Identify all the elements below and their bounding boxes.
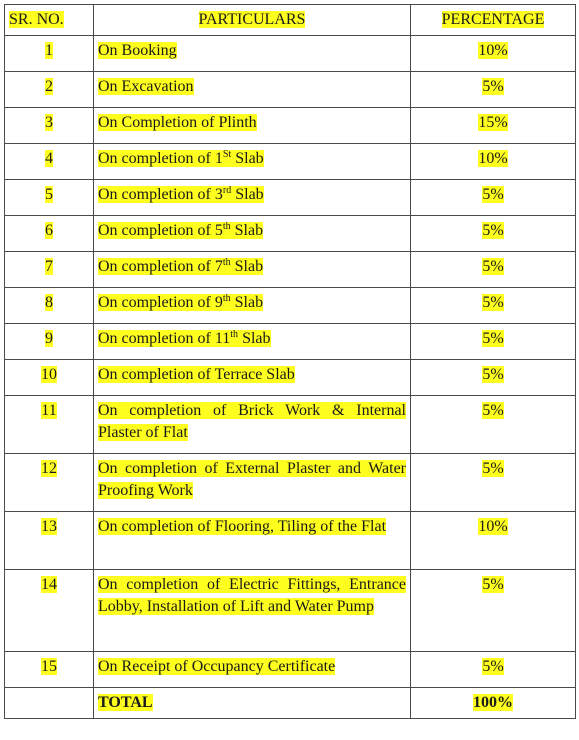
percentage-text: 10% <box>478 518 508 535</box>
percentage-cell <box>411 396 576 454</box>
table-row <box>5 252 576 288</box>
percentage-cell <box>411 652 576 688</box>
sr-no-cell <box>5 454 94 512</box>
particulars-cell <box>94 454 411 512</box>
total-row <box>5 688 576 719</box>
particulars-text <box>98 258 263 275</box>
particulars-cell <box>94 72 411 108</box>
total-label: TOTAL <box>98 694 153 711</box>
total-percentage-cell <box>411 688 576 719</box>
particulars-text-prefix: On completion of 11 <box>98 330 231 347</box>
sr-no-text: 4 <box>45 150 53 167</box>
table-row <box>5 144 576 180</box>
particulars-text <box>98 150 264 167</box>
header-sr-no-text: SR. NO. <box>9 11 64 28</box>
table-header-row <box>5 5 576 36</box>
header-percentage-text: PERCENTAGE <box>441 11 545 28</box>
table-row <box>5 570 576 652</box>
percentage-text: 5% <box>482 366 504 383</box>
particulars-text <box>98 222 263 239</box>
percentage-text: 10% <box>478 150 508 167</box>
sr-no-text: 1 <box>45 42 53 59</box>
total-sr-cell <box>5 688 94 719</box>
percentage-cell <box>411 512 576 570</box>
particulars-text-prefix: On completion of 7 <box>98 258 223 275</box>
sr-no-text: 5 <box>45 186 53 203</box>
particulars-text-suffix: Slab <box>230 294 264 311</box>
particulars-cell <box>94 144 411 180</box>
particulars-cell <box>94 396 411 454</box>
table-row <box>5 454 576 512</box>
percentage-cell <box>411 108 576 144</box>
sr-no-text: 9 <box>45 330 53 347</box>
sr-no-text: 15 <box>41 658 57 675</box>
table-row <box>5 72 576 108</box>
percentage-cell <box>411 324 576 360</box>
table-row <box>5 216 576 252</box>
ordinal-suffix: St <box>222 149 232 160</box>
percentage-cell <box>411 216 576 252</box>
sr-no-cell <box>5 72 94 108</box>
sr-no-cell <box>5 652 94 688</box>
sr-no-text: 3 <box>45 114 53 131</box>
particulars-text-prefix: On completion of 1 <box>98 150 223 167</box>
percentage-cell <box>411 180 576 216</box>
percentage-text: 5% <box>482 330 504 347</box>
header-sr-no <box>5 5 94 36</box>
sr-no-text: 7 <box>45 258 53 275</box>
sr-no-cell <box>5 216 94 252</box>
percentage-cell <box>411 454 576 512</box>
particulars-text-suffix: Slab <box>231 186 264 203</box>
table-row <box>5 396 576 454</box>
sr-no-cell <box>5 288 94 324</box>
particulars-text: On Completion of Plinth <box>98 114 257 131</box>
particulars-cell <box>94 180 411 216</box>
total-label-cell <box>94 688 411 719</box>
table-row <box>5 512 576 570</box>
percentage-cell <box>411 252 576 288</box>
table-row <box>5 36 576 72</box>
percentage-cell <box>411 144 576 180</box>
percentage-text: 5% <box>482 222 504 239</box>
sr-no-cell <box>5 570 94 652</box>
sr-no-text: 11 <box>41 402 57 419</box>
particulars-text <box>98 294 263 311</box>
particulars-text: On completion of Flooring, Tiling of the Flat <box>98 518 387 535</box>
percentage-text: 5% <box>482 78 504 95</box>
particulars-text-suffix: Slab <box>230 222 264 239</box>
sr-no-text: 8 <box>45 294 53 311</box>
sr-no-text: 10 <box>41 366 57 383</box>
particulars-cell <box>94 512 411 570</box>
percentage-cell <box>411 360 576 396</box>
particulars-text: On completion of Terrace Slab <box>98 366 295 383</box>
particulars-text: On Receipt of Occupancy Certificate <box>98 658 336 675</box>
percentage-text: 5% <box>482 460 504 477</box>
percentage-text: 5% <box>482 576 504 593</box>
table-row <box>5 180 576 216</box>
table-body <box>5 36 576 688</box>
particulars-cell <box>94 652 411 688</box>
header-percentage <box>411 5 576 36</box>
particulars-text-suffix: Slab <box>230 258 264 275</box>
ordinal-suffix: th <box>222 293 231 304</box>
particulars-text: On completion of Electric Fittings, Entrance Lobby, Installation of Lift and Water Pump <box>98 576 406 615</box>
particulars-text: On completion of Brick Work & Internal Plaster of Flat <box>98 402 406 441</box>
particulars-text-prefix: On completion of 3 <box>98 186 223 203</box>
sr-no-text: 12 <box>41 460 57 477</box>
particulars-text: On completion of External Plaster and Water Proofing Work <box>98 460 406 499</box>
sr-no-text: 13 <box>41 518 57 535</box>
particulars-cell <box>94 324 411 360</box>
particulars-text: On Excavation <box>98 78 194 95</box>
table-row <box>5 360 576 396</box>
particulars-cell <box>94 288 411 324</box>
particulars-text-suffix: Slab <box>238 330 271 347</box>
sr-no-cell <box>5 324 94 360</box>
sr-no-text: 6 <box>45 222 53 239</box>
percentage-cell <box>411 36 576 72</box>
sr-no-cell <box>5 180 94 216</box>
particulars-text-prefix: On completion of 9 <box>98 294 223 311</box>
particulars-cell <box>94 570 411 652</box>
header-particulars-text: PARTICULARS <box>198 11 306 28</box>
ordinal-suffix: th <box>222 221 231 232</box>
particulars-text <box>98 330 271 347</box>
percentage-text: 15% <box>478 114 508 131</box>
sr-no-cell <box>5 360 94 396</box>
percentage-text: 5% <box>482 186 504 203</box>
sr-no-cell <box>5 144 94 180</box>
percentage-text: 5% <box>482 402 504 419</box>
particulars-cell <box>94 360 411 396</box>
sr-no-cell <box>5 108 94 144</box>
percentage-text: 5% <box>482 258 504 275</box>
percentage-text: 10% <box>478 42 508 59</box>
percentage-cell <box>411 72 576 108</box>
sr-no-text: 14 <box>41 576 57 593</box>
sr-no-cell <box>5 512 94 570</box>
ordinal-suffix: rd <box>222 185 232 196</box>
percentage-cell <box>411 570 576 652</box>
percentage-cell <box>411 288 576 324</box>
header-particulars <box>94 5 411 36</box>
table-row <box>5 652 576 688</box>
particulars-cell <box>94 108 411 144</box>
total-percentage: 100% <box>473 694 513 711</box>
particulars-text-prefix: On completion of 5 <box>98 222 223 239</box>
table-row <box>5 288 576 324</box>
sr-no-cell <box>5 36 94 72</box>
payment-schedule-table <box>4 4 576 719</box>
percentage-text: 5% <box>482 658 504 675</box>
ordinal-suffix: th <box>222 257 231 268</box>
ordinal-suffix: th <box>230 329 239 340</box>
sr-no-cell <box>5 396 94 454</box>
particulars-cell <box>94 36 411 72</box>
particulars-text: On Booking <box>98 42 177 59</box>
particulars-cell <box>94 216 411 252</box>
particulars-cell <box>94 252 411 288</box>
sr-no-text: 2 <box>45 78 53 95</box>
percentage-text: 5% <box>482 294 504 311</box>
particulars-text <box>98 186 264 203</box>
particulars-text-suffix: Slab <box>231 150 264 167</box>
table-row <box>5 108 576 144</box>
sr-no-cell <box>5 252 94 288</box>
table-row <box>5 324 576 360</box>
